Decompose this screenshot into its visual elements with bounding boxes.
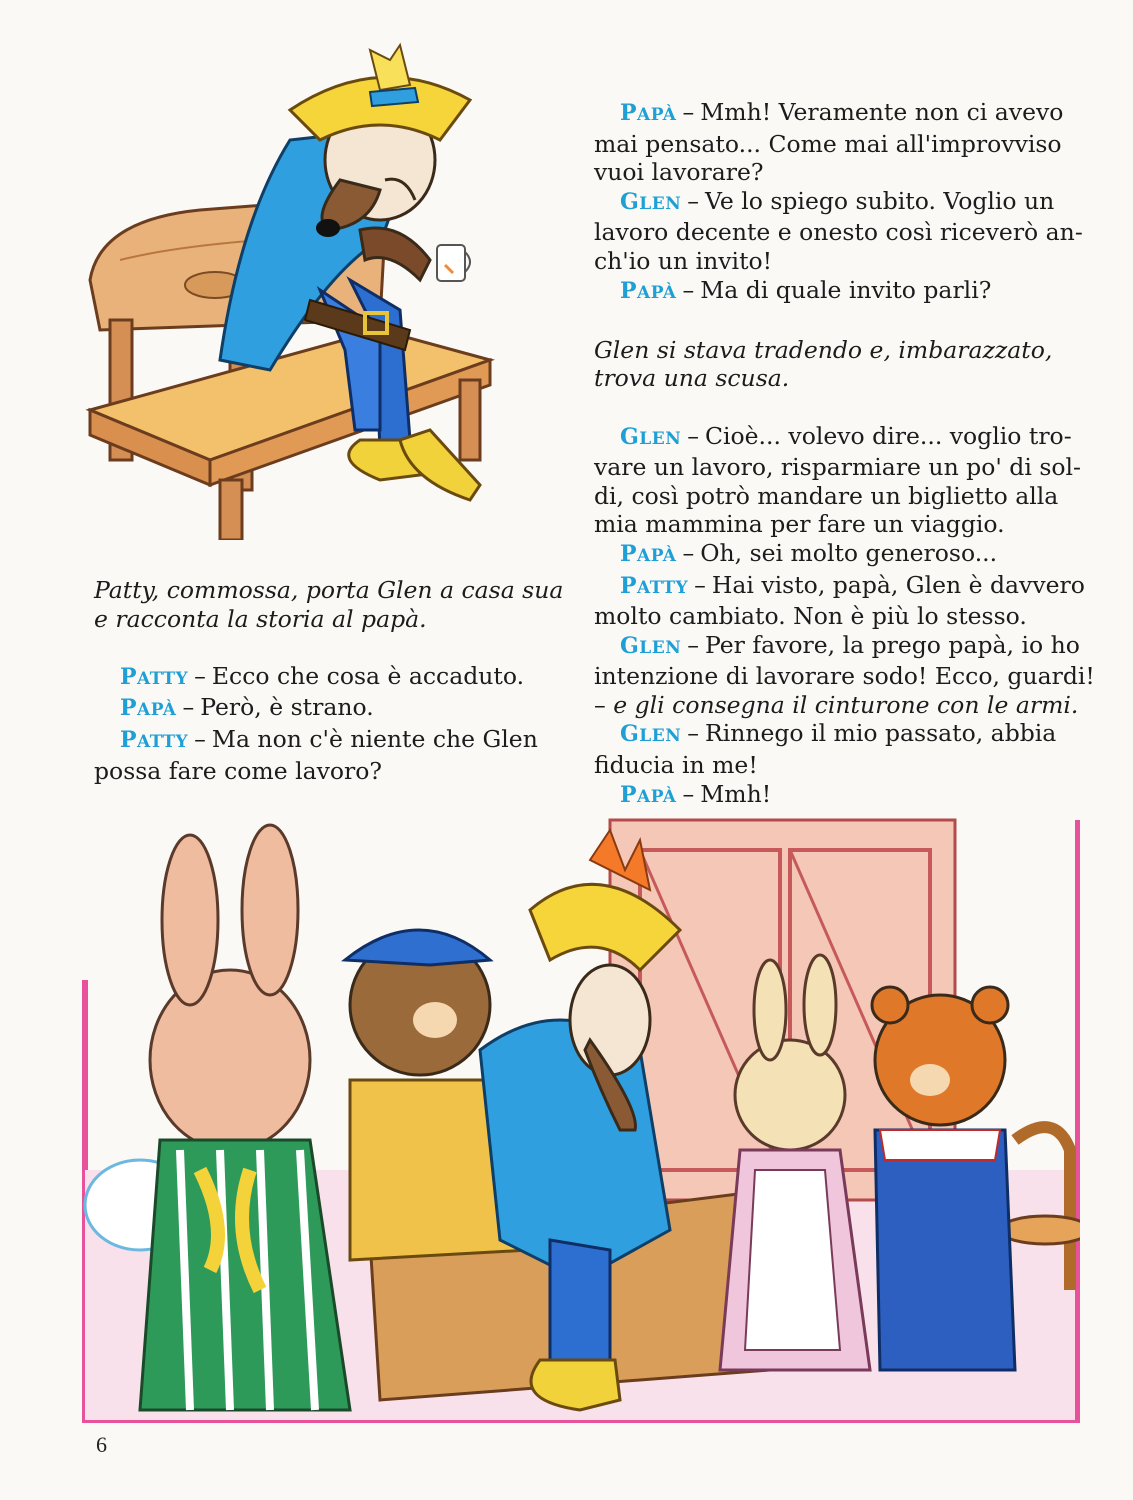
dialogue-line: GLEN – Cioè... volevo dire... voglio tro- [620, 421, 1072, 450]
dialogue-line: PAPÀ – Però, è strano. [120, 693, 374, 722]
narration-line: Glen si stava tradendo e, imbarazzato, [594, 335, 1053, 364]
right-column-text [594, 98, 1095, 811]
speaker-label: PAPÀ [620, 100, 677, 126]
illustration-glen-on-bench [80, 30, 520, 540]
page-number: 6 [96, 1432, 107, 1457]
dialogue-line: vuoi lavorare? [594, 158, 764, 187]
speaker-label: GLEN [620, 188, 682, 215]
dialogue-line: lavoro decente e onesto così riceverò an- [594, 218, 1083, 247]
narration-line: Patty, commossa, porta Glen a casa sua [94, 576, 564, 604]
dialogue-line: di, così potrò mandare un biglietto alla [594, 481, 1059, 510]
speaker-label: PAPÀ [620, 540, 677, 567]
dialogue-line: vare un lavoro, risparmiare un po' di sol- [594, 453, 1081, 482]
dialogue-line: mai pensato... Come mai all'improvviso [594, 129, 1062, 158]
dialogue-line: PAPÀ – Oh, sei molto generoso... [620, 538, 998, 567]
dialogue-line: intenzione di lavorare sodo! Ecco, guardi! [594, 662, 1095, 691]
dialogue-line: PATTY – Ecco che cosa è accaduto. [120, 661, 525, 690]
speaker-label: PATTY [620, 572, 689, 599]
dialogue-line: PATTY – Hai visto, papà, Glen è davvero [620, 570, 1085, 599]
dialogue-line: GLEN – Rinnego il mio passato, abbia [620, 719, 1057, 748]
narration-line: e racconta la storia al papà. [94, 604, 427, 633]
dialogue-line: PATTY – Ma non c'è niente che Glen [120, 724, 538, 753]
speaker-label: GLEN [620, 632, 682, 659]
dialogue-line: mia mammina per fare un viaggio. [594, 510, 1005, 539]
dialogue-line: molto cambiato. Non è più lo stesso. [594, 602, 1027, 631]
dialogue-line: ch'io un invito! [594, 246, 773, 275]
speaker-label: GLEN [620, 423, 682, 450]
speaker-label: PAPÀ [620, 277, 677, 304]
dialogue-line: GLEN – Per favore, la prego papà, io ho [620, 630, 1080, 659]
dialogue-line: PAPÀ – Mmh! [620, 779, 772, 808]
dialogue-line: possa fare come lavoro? [94, 756, 383, 785]
illustration-family-scene [80, 810, 1080, 1425]
dialogue-line: PAPÀ – Ma di quale invito parli? [620, 275, 992, 304]
speaker-label: PAPÀ [120, 695, 177, 722]
speaker-label: PATTY [120, 726, 189, 753]
narration-line: trova una scusa. [594, 364, 790, 393]
dialogue-line: GLEN – Ve lo spiego subito. Voglio un [620, 186, 1055, 215]
narration-line: – e gli consegna il cinturone con le armi. [594, 690, 1079, 719]
left-column-text [94, 576, 578, 785]
dialogue-line: PAPÀ – Mmh! Veramente non ci avevo [620, 98, 1064, 126]
dialogue-line: fiducia in me! [594, 751, 758, 780]
speaker-label: PATTY [120, 663, 189, 690]
speaker-label: GLEN [620, 721, 682, 748]
speaker-label: PAPÀ [620, 781, 677, 808]
